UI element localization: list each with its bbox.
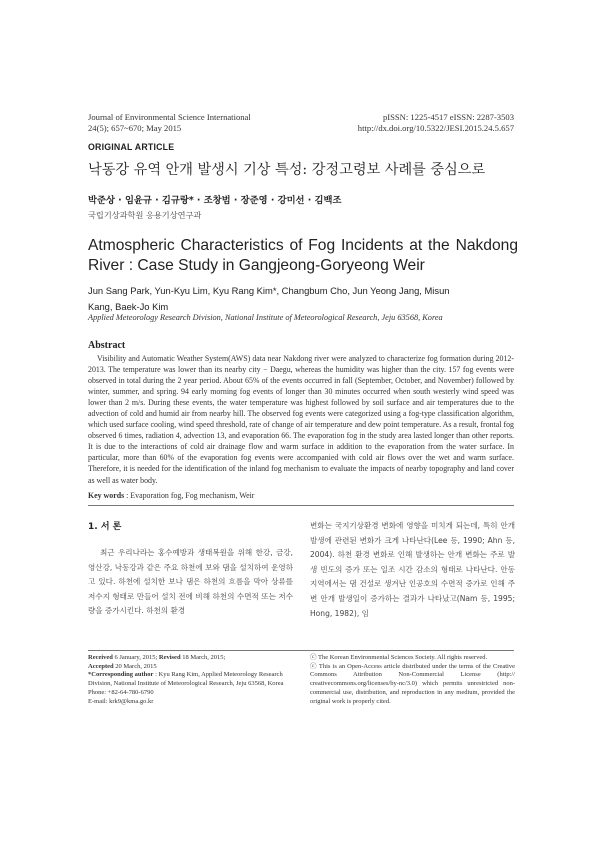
keywords <box>88 491 514 500</box>
corresponding-author <box>88 671 293 688</box>
corresponding-text: : Kyu Rang Kim, Applied Meteorology Research Division, National Institute of Meteorological Research, Jeju 63568, Korea <box>88 671 284 688</box>
korean-affiliation: 국립기상과학원 응용기상연구과 <box>88 210 202 220</box>
section-heading: 1. 서 론 <box>88 522 122 532</box>
dates-line-1 <box>88 654 293 663</box>
email-link[interactable]: E-mail: krk9@kma.go.kr <box>88 697 154 705</box>
footnote-divider <box>88 650 514 651</box>
korean-authors: 박준상 · 임윤규 · 김규랑* · 조창범 · 장준영 · 강미선 · 김백조 <box>88 195 342 206</box>
accepted-date: 20 March, 2015 <box>113 662 157 670</box>
abstract-heading: Abstract <box>88 340 126 351</box>
keywords-list: : Evaporation fog, Fog mechanism, Weir <box>124 491 255 500</box>
doi-link[interactable]: http://dx.doi.org/10.5322/JESI.2015.24.5.657 <box>357 123 514 133</box>
abstract-text: Visibility and Automatic Weather System(AWS) data near Nakdong river were analyzed to characterize fog formation during 2012-2013. The temperature was lower than its nearby city − Daegu, whereas the humidity was higher than the city. 157 fog events were observed in total during the 2 year period. About 65% of the events occurred in fall (September, October, and November) followed by winter, summer, and spring. 94 early morning fog events of longer than 30 minutes occurred when south westerly wind speed was lower than 2 m/s. During these events, the water temperature was highest followed by soil surface and air temperatures due to the advection of cold and humid air from nearby hill. The observed fog events were categorized using a fog-type classification algorithm, which used surface cooling, wind speed threshold, rate of change of air temperature and dew point temperature. As a result, frontal fog observed 6 times, radiation 4, advection 13, and evaporation 66. The evaporation fog in the study area lasted longer than other reports. It is due to the interactions of cold air drainage flow and warm surface in addition to the evaporation from the water surface. In particular, more than 60% of the evaporation fog events were accompanied with cold air flows over the wet and warm surface. Therefore, it is needed for the identification of the inland fog mechanism to evaluate the impacts of nearby topography and land cover as well as water body. <box>88 354 514 485</box>
journal-name: Journal of Environmental Science International <box>88 112 251 122</box>
received-date: 6 January, 2015; <box>112 654 159 661</box>
received-label: Received <box>88 654 113 661</box>
accepted-label: Accepted <box>88 662 114 670</box>
phone: Phone: +82-64-780-6790 <box>88 688 154 696</box>
article-type: ORIGINAL ARTICLE <box>88 142 175 152</box>
authors-line-1: Jun Sang Park, Yun-Kyu Lim, Kyu Rang Kim*, Changbum Cho, Jun Yeong Jang, Misun <box>88 285 450 296</box>
body-column-left: 최근 우리나라는 홍수예방과 생태복원을 위해 한강, 금강, 영산강, 낙동강과 같은 주요 하천에 보와 댐을 설치하여 운영하고 있다. 하천에 설치한 보나 댐은 하천의 흐름을 막아 상류를 저수지 형태로 만들어 설치 전에 비해 하천의 수면적 또는 저수량을 증가시킨다. 하천의 환경 <box>88 548 293 616</box>
article-info-footnote <box>88 654 293 706</box>
journal-volume: 24(5); 657~670; May 2015 <box>88 123 182 133</box>
authors-line-2: Kang, Baek-Jo Kim <box>88 301 169 312</box>
issn-doi-header <box>358 112 514 134</box>
divider <box>88 505 514 506</box>
body-column-right: 변화는 국지기상환경 변화에 영향을 미치게 되는데, 특히 안개 발생에 관련된 변화가 크게 나타난다(Lee 등, 1990; Ahn 등, 2004). 하천 환경 변화로 인해 발생하는 안개 변화는 주로 발생 빈도의 증가 또는 일조 시간 감소의 형태로 나타난다. 안동 지역에서는 댐 건설로 생겨난 인공호의 수면적 증가로 인해 주변 안개 발생일이 증가하는 결과가 나타났고(Nam 등, 1995; Hong, 1982), 임 <box>310 521 515 618</box>
english-title: Atmospheric Characteristics of Fog Incidents at the Nakdong River : Case Study in Gangjeong-Goryeong Weir <box>88 237 518 274</box>
copyright-footnote <box>310 654 515 706</box>
dates-line-2 <box>88 663 293 672</box>
license-text: ⓒ This is an Open-Access article distributed under the terms of the Creative Commons Attribution Non-Commercial License (http:// creativecommons.org/licenses/by-nc/3.0) which permits unrestricted non-commercial use, distribution, and reproduction in any medium, provided the original work is properly cited. <box>310 662 515 705</box>
english-authors <box>88 283 514 315</box>
corresponding-label: *Corresponding author <box>88 671 154 679</box>
english-affiliation: Applied Meteorology Research Division, National Institute of Meteorological Research, Jeju 63568, Korea <box>88 313 443 322</box>
revised-date: 18 March, 2015; <box>180 654 226 661</box>
revised-label: Revised <box>158 654 181 661</box>
copyright-line: ⓒ The Korean Environmental Sciences Society. All rights reserved. <box>310 654 488 661</box>
journal-header <box>88 112 251 134</box>
issn-line: pISSN: 1225-4517 eISSN: 2287-3503 <box>382 112 514 122</box>
korean-title: 낙동강 유역 안개 발생시 기상 특성: 강정고령보 사례를 중심으로 <box>88 162 486 178</box>
keywords-label: Key words <box>88 491 125 500</box>
